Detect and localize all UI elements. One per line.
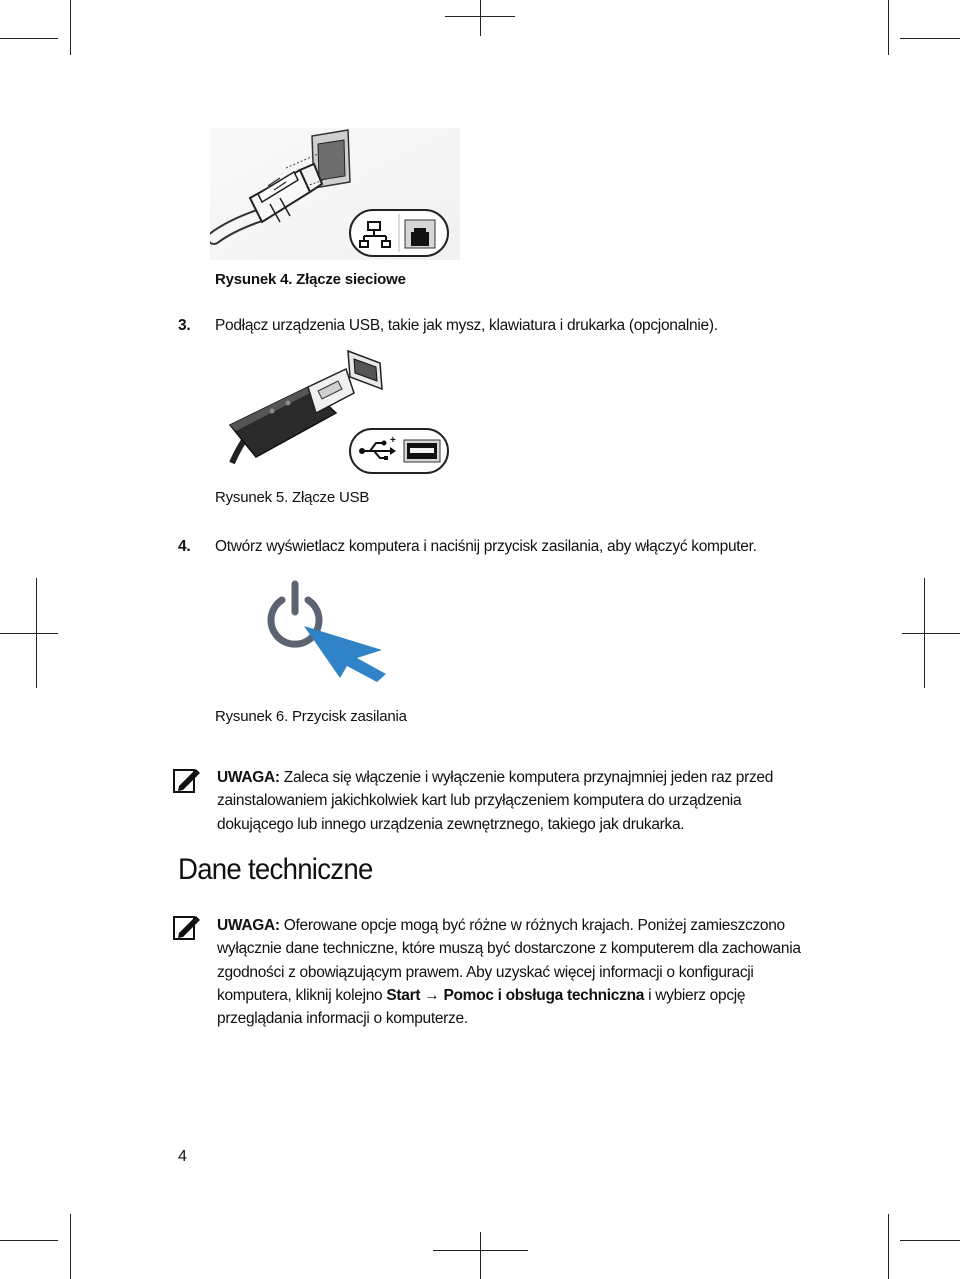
crop-mark <box>70 1214 71 1279</box>
power-button-figure <box>260 578 400 682</box>
section-title: Dane techniczne <box>178 853 373 886</box>
step-number: 4. <box>178 538 191 555</box>
note-label: UWAGA: <box>217 917 280 934</box>
menu-start: Start <box>386 986 421 1004</box>
crop-mark <box>0 633 58 634</box>
page-number: 4 <box>178 1148 187 1165</box>
step-text: Otwórz wyświetlacz komputera i naciśnij przycisk zasilania, aby włączyć komputer. <box>215 538 757 555</box>
crop-mark <box>480 1232 481 1279</box>
crop-mark <box>888 0 889 55</box>
note-label: UWAGA: <box>217 769 280 786</box>
figure-caption: Rysunek 4. Złącze sieciowe <box>215 271 406 288</box>
menu-help-support: Pomoc i obsługa techniczna <box>443 986 645 1004</box>
note-1: UWAGA: Zaleca się włączenie i wyłączenie komputera przynajmniej jeden raz przed zainstalowaniem jakichkolwiek kart lub przyłączeniem komputera do urządzenia dokującego lub innego urządzenia zewnętrznego, takiego jak drukarka. <box>217 769 774 833</box>
figure-caption: Rysunek 6. Przycisk zasilania <box>215 708 407 725</box>
usb-connector-figure <box>210 345 460 477</box>
crop-mark <box>70 0 71 55</box>
pencil-note-icon <box>173 915 201 941</box>
arrow-cursor-icon <box>304 626 386 682</box>
step-number: 3. <box>178 317 191 334</box>
crop-mark <box>433 1250 528 1251</box>
step-3 <box>178 317 718 335</box>
figure-caption: Rysunek 5. Złącze USB <box>215 489 370 506</box>
menu-arrow: → <box>424 986 440 1004</box>
network-connector-figure <box>210 128 460 260</box>
crop-mark <box>445 16 515 17</box>
crop-mark <box>480 0 481 36</box>
crop-mark <box>900 38 960 39</box>
crop-mark <box>900 1240 960 1241</box>
step-4 <box>178 538 757 556</box>
svg-text:+: + <box>390 435 396 446</box>
crop-mark <box>0 38 58 39</box>
crop-mark <box>888 1214 889 1279</box>
crop-mark <box>902 633 960 634</box>
step-text: Podłącz urządzenia USB, takie jak mysz, klawiatura i drukarka (opcjonalnie). <box>215 317 718 334</box>
crop-mark <box>0 1240 58 1241</box>
pencil-note-icon <box>173 768 201 794</box>
note-2: UWAGA: Oferowane opcje mogą być różne w różnych krajach. Poniżej zamieszczono wyłącznie dane techniczne, które muszą być dostarczone z komputerem dla zachowania zgodności z obowiązującym prawem. Aby uzyskać więcej informacji o konfiguracji komputera, kliknij kolejno Start → Pomoc i obsługa techniczna i wybierz opcję przeglądania informacji o komputerze. <box>217 917 801 1028</box>
